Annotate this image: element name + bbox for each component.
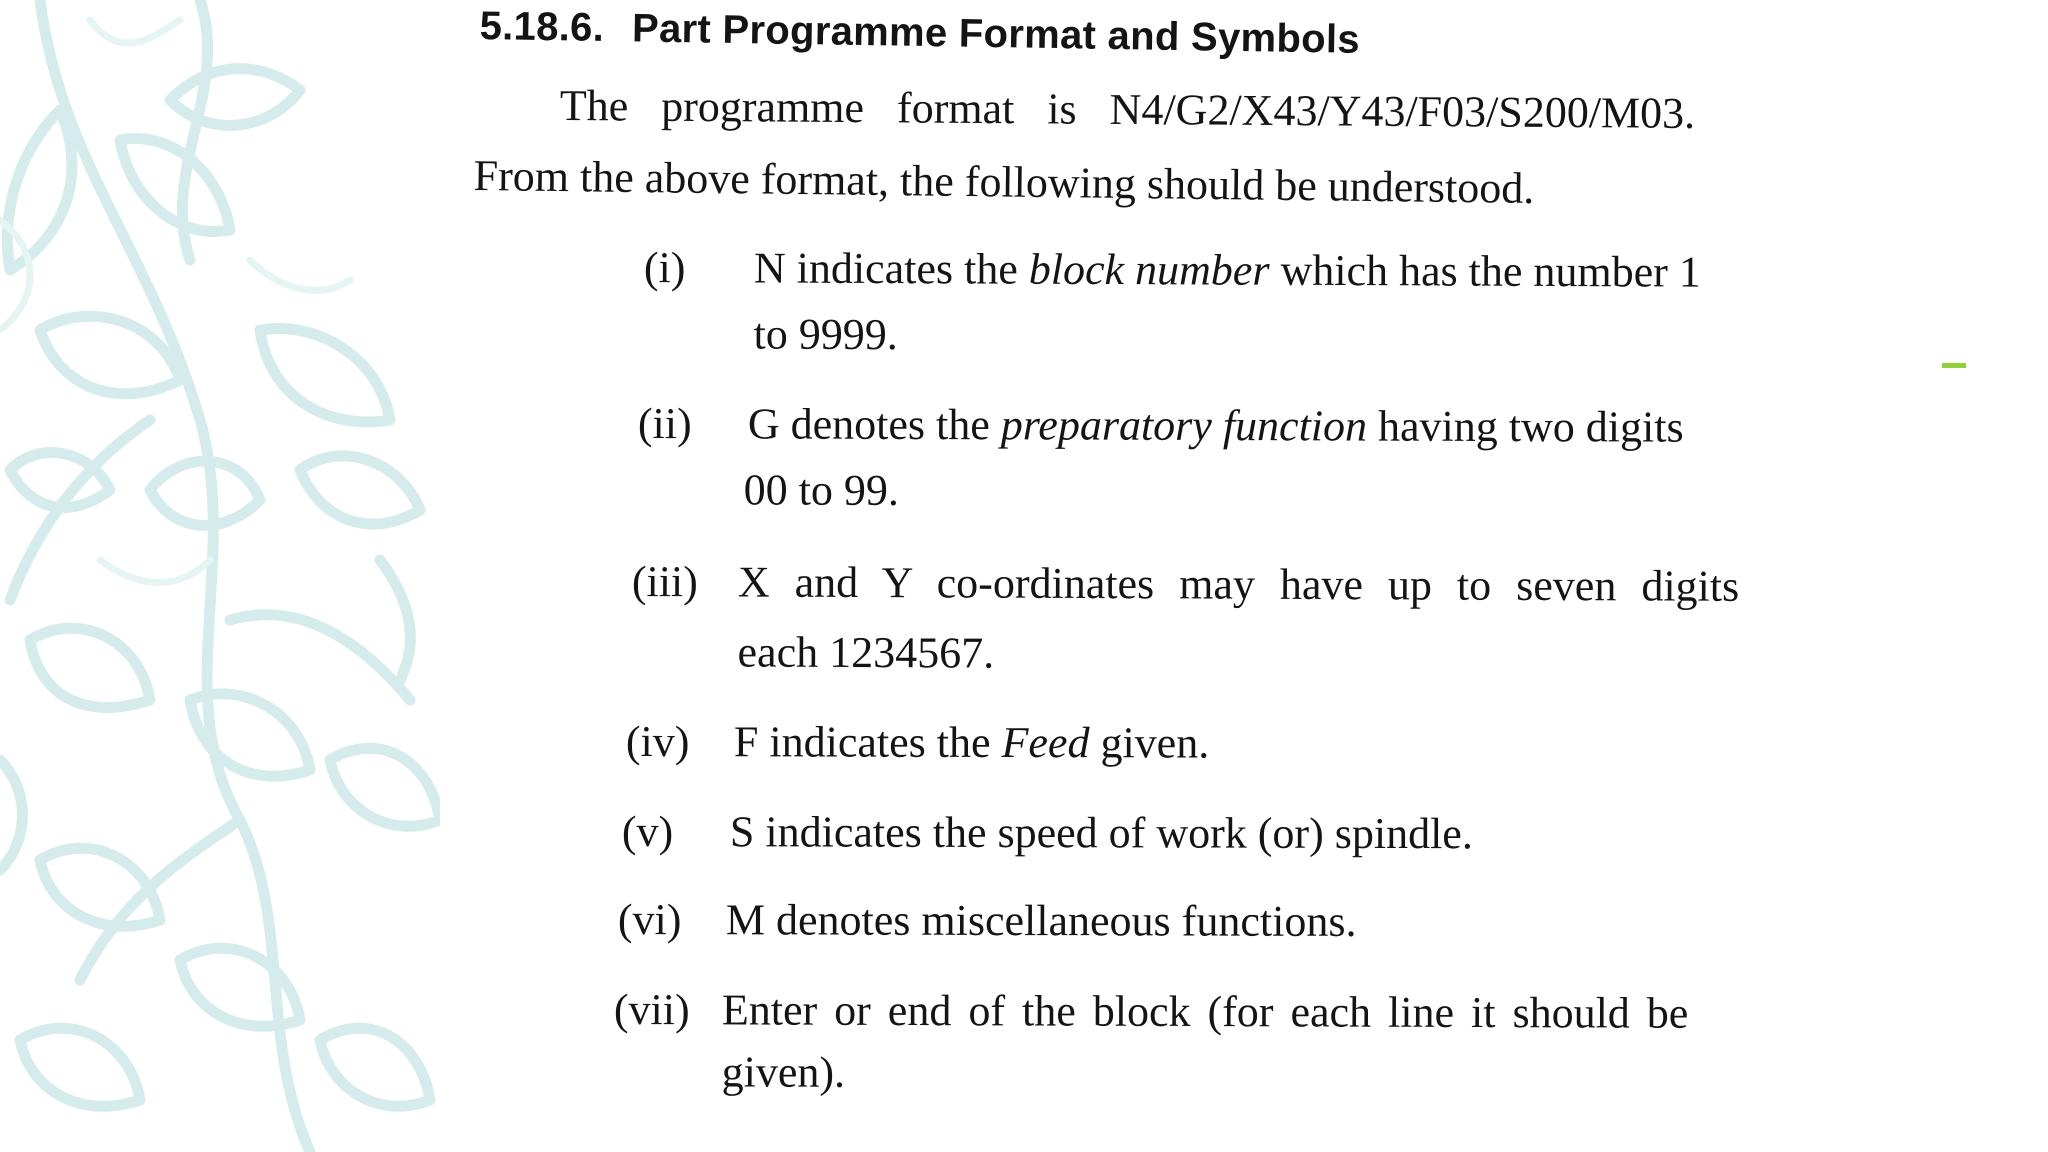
list-item-line-2: each 1234567.: [737, 627, 995, 678]
list-item-line-1: [754, 242, 1701, 297]
list-marker: (iii): [631, 557, 698, 607]
section-number: 5.18.6.: [479, 4, 605, 50]
text-run: N indicates the: [753, 243, 1029, 294]
list-item-line-1: S indicates the speed of work (or) spindle.: [729, 807, 1473, 859]
text-run: G denotes the: [747, 399, 1001, 450]
emphasis-text: Feed: [1001, 717, 1090, 768]
list-item-line-1: Enter or end of the block (for each line it should be: [721, 985, 1689, 1038]
list-item-line-2: to 9999.: [753, 309, 898, 360]
list-item-line-1: M denotes miscellaneous functions.: [725, 895, 1357, 946]
list-item-line-2: given).: [721, 1047, 846, 1097]
text-run: F indicates the: [733, 717, 1002, 767]
leafy-vine-decoration: [0, 0, 440, 1152]
text-run: given.: [1089, 718, 1210, 768]
list-marker: (vi): [617, 895, 682, 945]
list-marker: (vii): [613, 985, 690, 1035]
list-marker: (i): [643, 242, 686, 293]
accent-dash: [1942, 363, 1966, 368]
document-page: [450, 0, 1940, 1152]
list-item-line-2: 00 to 99.: [743, 465, 899, 515]
list-marker: (iv): [625, 717, 690, 767]
list-item-line-1: [748, 398, 1684, 452]
list-marker: (ii): [637, 399, 692, 449]
text-run: which has the number 1: [1269, 245, 1701, 297]
text-run: having two digits: [1366, 401, 1684, 452]
intro-line-2: From the above format, the following should be understood.: [473, 150, 1535, 213]
emphasis-text: block number: [1028, 244, 1270, 295]
emphasis-text: preparatory function: [1000, 400, 1368, 451]
section-heading: [479, 4, 1360, 63]
section-title: Part Programme Format and Symbols: [631, 6, 1361, 62]
intro-line-1: The programme format is N4/G2/X43/Y43/F03/S200/M03.: [559, 80, 1696, 138]
list-marker: (v): [621, 807, 674, 857]
list-item-line-1: X and Y co-ordinates may have up to seven digits: [737, 557, 1740, 611]
list-item-line-1: [734, 716, 1209, 768]
